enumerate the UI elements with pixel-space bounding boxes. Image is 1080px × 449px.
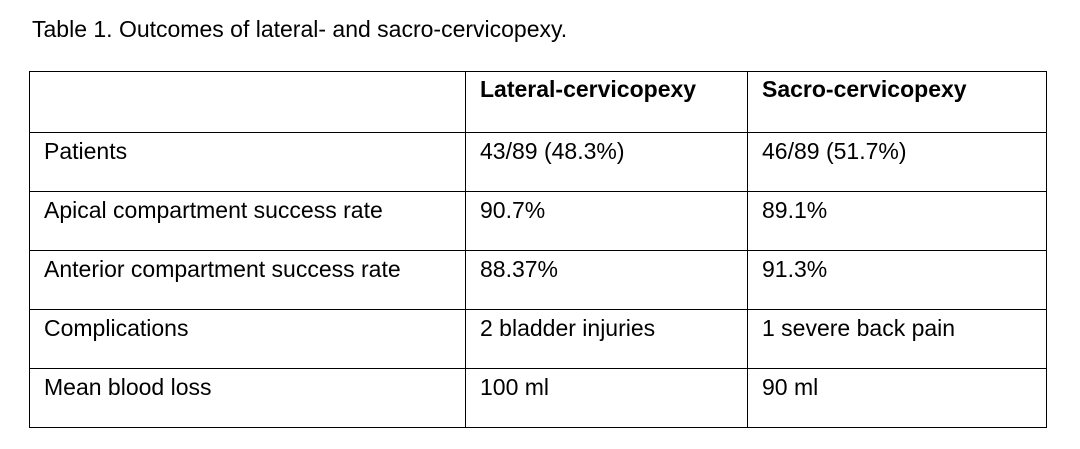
table-row xyxy=(30,369,1047,428)
cell-sacro: 90 ml xyxy=(748,369,1047,428)
outcomes-table xyxy=(29,71,1047,428)
cell-sacro: 91.3% xyxy=(748,251,1047,310)
cell-lateral: 43/89 (48.3%) xyxy=(466,133,748,192)
header-cell-lateral-cervicopexy: Lateral-cervicopexy xyxy=(466,72,748,133)
header-cell-sacro-cervicopexy: Sacro-cervicopexy xyxy=(748,72,1047,133)
table-caption: Table 1. Outcomes of lateral- and sacro-cervicopexy. xyxy=(32,16,568,42)
table-row xyxy=(30,251,1047,310)
cell-lateral: 88.37% xyxy=(466,251,748,310)
row-label-patients: Patients xyxy=(30,133,466,192)
cell-lateral: 2 bladder injuries xyxy=(466,310,748,369)
cell-lateral: 90.7% xyxy=(466,192,748,251)
table-row xyxy=(30,310,1047,369)
table-row xyxy=(30,133,1047,192)
row-label-apical-success: Apical compartment success rate xyxy=(30,192,466,251)
header-cell-empty xyxy=(30,72,466,133)
row-label-complications: Complications xyxy=(30,310,466,369)
table-header-row xyxy=(30,72,1047,133)
cell-lateral: 100 ml xyxy=(466,369,748,428)
row-label-anterior-success: Anterior compartment success rate xyxy=(30,251,466,310)
table-row xyxy=(30,192,1047,251)
row-label-mean-blood-loss: Mean blood loss xyxy=(30,369,466,428)
cell-sacro: 1 severe back pain xyxy=(748,310,1047,369)
cell-sacro: 46/89 (51.7%) xyxy=(748,133,1047,192)
cell-sacro: 89.1% xyxy=(748,192,1047,251)
